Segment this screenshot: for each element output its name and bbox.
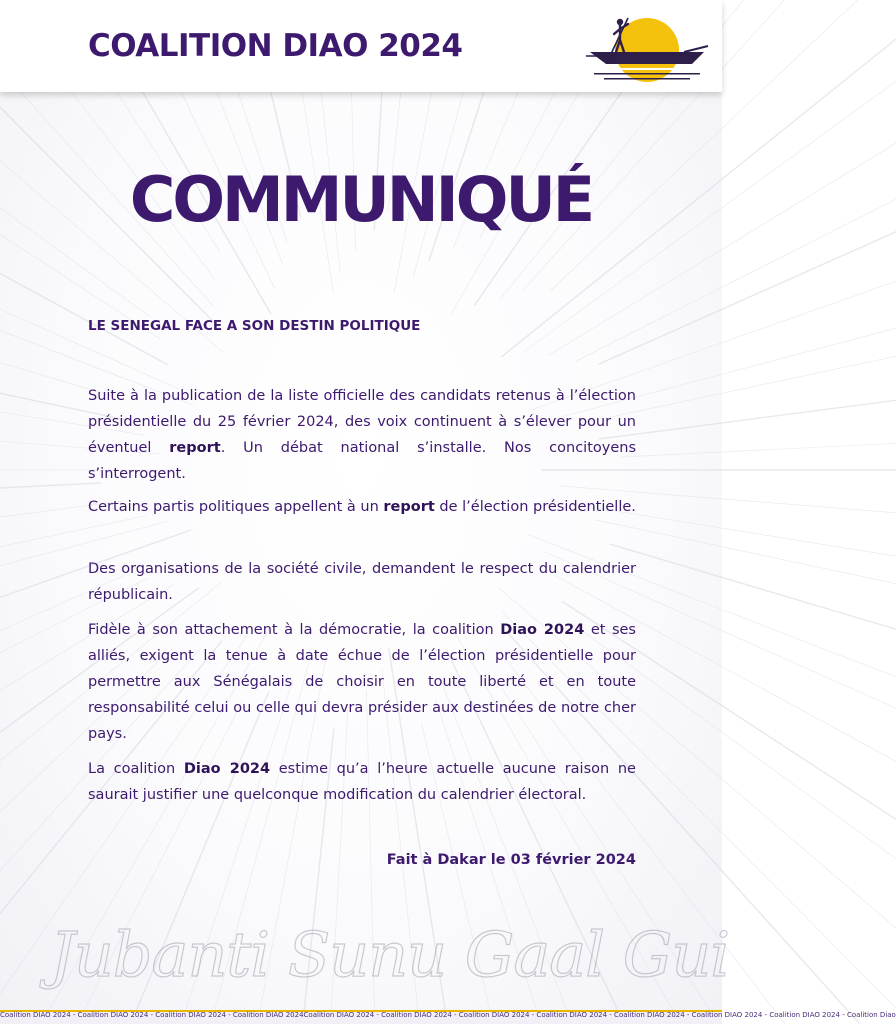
watermark-slogan: Jubanti Sunu Gaal Gui <box>50 918 730 991</box>
ray-line <box>610 544 896 727</box>
text-run: Suite à la publication de la liste officielle des candidats retenus à l’élection présidentielle du 25 février 2024, des voix continuent à s’élever pour un éventuel <box>88 388 636 456</box>
paragraph-3 <box>88 556 636 608</box>
paragraph-5 <box>88 756 636 808</box>
ray-line <box>0 104 178 389</box>
header-title: COALITION DIAO 2024 <box>88 28 463 64</box>
text-run: La coalition <box>88 761 184 777</box>
text-run: estime qu’a l’heure actuelle aucune raison ne saurait justifier une quelconque modification du calendrier électoral. <box>88 761 636 803</box>
ray-line <box>596 520 896 657</box>
bold-text: Diao 2024 <box>183 761 271 777</box>
text-run: Certains partis politiques appellent à un <box>88 499 384 515</box>
bold-text: Diao 2024 <box>500 622 585 638</box>
bold-text: report <box>169 440 221 456</box>
text-run: Fidèle à son attachement à la démocratie, la coalition <box>88 622 501 638</box>
text-run: Des organisations de la société civile, demandent le respect du calendrier républicain. <box>88 561 636 603</box>
signature-line: Fait à Dakar le 03 février 2024 <box>386 852 636 868</box>
paragraph-1 <box>88 383 636 487</box>
footer-band <box>0 1010 896 1024</box>
ray-line <box>0 483 101 515</box>
text-run: . Un débat national s’installe. Nos concitoyens s’interrogent. <box>88 440 637 482</box>
document-subject: LE SENEGAL FACE A SON DESTIN POLITIQUE <box>88 318 421 334</box>
text-run: de l’élection présidentielle. <box>434 499 636 515</box>
text-run: et ses alliés, exigent la tenue à date échue de l’élection présidentielle pour permettre aux Sénégalais de choisir en toute liberté et en toute responsabilité celui ou celle qui devra présider aux destinées de notre cher pays. <box>88 622 636 742</box>
ray-line <box>621 425 896 457</box>
bold-text: report <box>383 499 435 515</box>
ray-line <box>599 354 896 439</box>
paragraph-2 <box>88 494 636 520</box>
footer-text: Coalition DIAO 2024 - Coalition DIAO 2024 - Coalition DIAO 2024 - Coalition DIAO 2024Coalition DIAO 2024 - Coalition DIAO 2024 - Coalition DIAO 2024 - Coalition DIAO 2024 - Coalition DIAO 2024 - Coalition DIAO 2024 - Coalition DIAO 2024 - Coalition Diao <box>0 1011 896 1019</box>
paragraph-4 <box>88 617 636 747</box>
boat-sun-icon <box>584 12 710 84</box>
header-bar <box>0 0 722 92</box>
document-title: COMMUNIQUÉ <box>129 163 593 236</box>
